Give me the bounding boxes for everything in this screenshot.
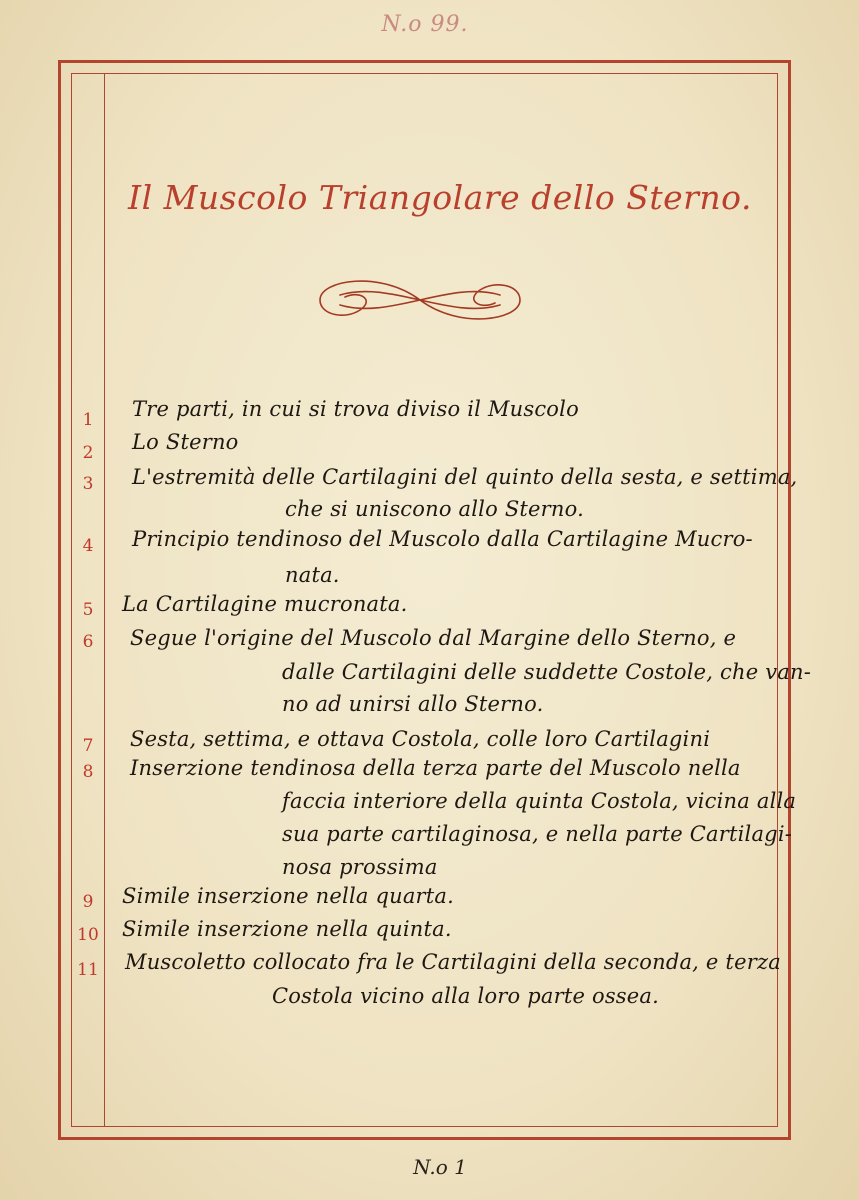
entry-number: 11 (77, 960, 99, 980)
entry-line: Principio tendinoso del Muscolo dalla Cartilagine Mucro- (132, 527, 753, 551)
entry-number: 5 (82, 600, 94, 620)
margin-rule (104, 73, 105, 1127)
entry-line: Sesta, settima, e ottava Costola, colle loro Cartilagini (130, 727, 711, 751)
entry-line: L'estremità delle Cartilagini del quinto della sesta, e settima, (132, 465, 798, 489)
entry-line: sua parte cartilaginosa, e nella parte Cartilagi- (282, 822, 793, 846)
entry-line: no ad unirsi allo Sterno. (282, 692, 544, 716)
entry-number: 1 (82, 410, 94, 430)
entry-line: dalle Cartilagini delle suddette Costole, che van- (282, 660, 812, 684)
entry-line: La Cartilagine mucronata. (122, 592, 408, 616)
entry-number: 7 (82, 736, 94, 756)
entry-number: 3 (82, 474, 94, 494)
entry-number: 2 (82, 443, 94, 463)
entry-line: nata. (285, 563, 340, 587)
entry-line: Tre parti, in cui si trova diviso il Muscolo (132, 397, 579, 421)
entry-line: faccia interiore della quinta Costola, vicina alla (282, 789, 797, 813)
entry-line: Simile inserzione nella quarta. (122, 884, 455, 908)
page-number-bottom: N.o 1 (413, 1155, 467, 1179)
entry-line: Inserzione tendinosa della terza parte del Muscolo nella (130, 756, 741, 780)
entry-line: Muscoletto collocato fra le Cartilagini della seconda, e terza (125, 950, 781, 974)
entry-number: 8 (82, 762, 94, 782)
entry-line: Simile inserzione nella quinta. (122, 917, 452, 941)
entry-line: nosa prossima (282, 855, 438, 879)
entry-line: Segue l'origine del Muscolo dal Margine dello Sterno, e (130, 626, 737, 650)
page-number-top: N.o 99. (381, 12, 469, 37)
entry-number: 10 (77, 925, 99, 945)
entry-number: 4 (82, 536, 94, 556)
page-title: Il Muscolo Triangolare dello Sterno. (128, 178, 752, 217)
entry-line: Lo Sterno (132, 430, 239, 454)
flourish-ornament (300, 275, 540, 325)
entry-line: Costola vicino alla loro parte ossea. (272, 984, 660, 1008)
entry-line: che si uniscono allo Sterno. (285, 497, 584, 521)
entry-number: 6 (82, 632, 94, 652)
entry-number: 9 (82, 892, 94, 912)
